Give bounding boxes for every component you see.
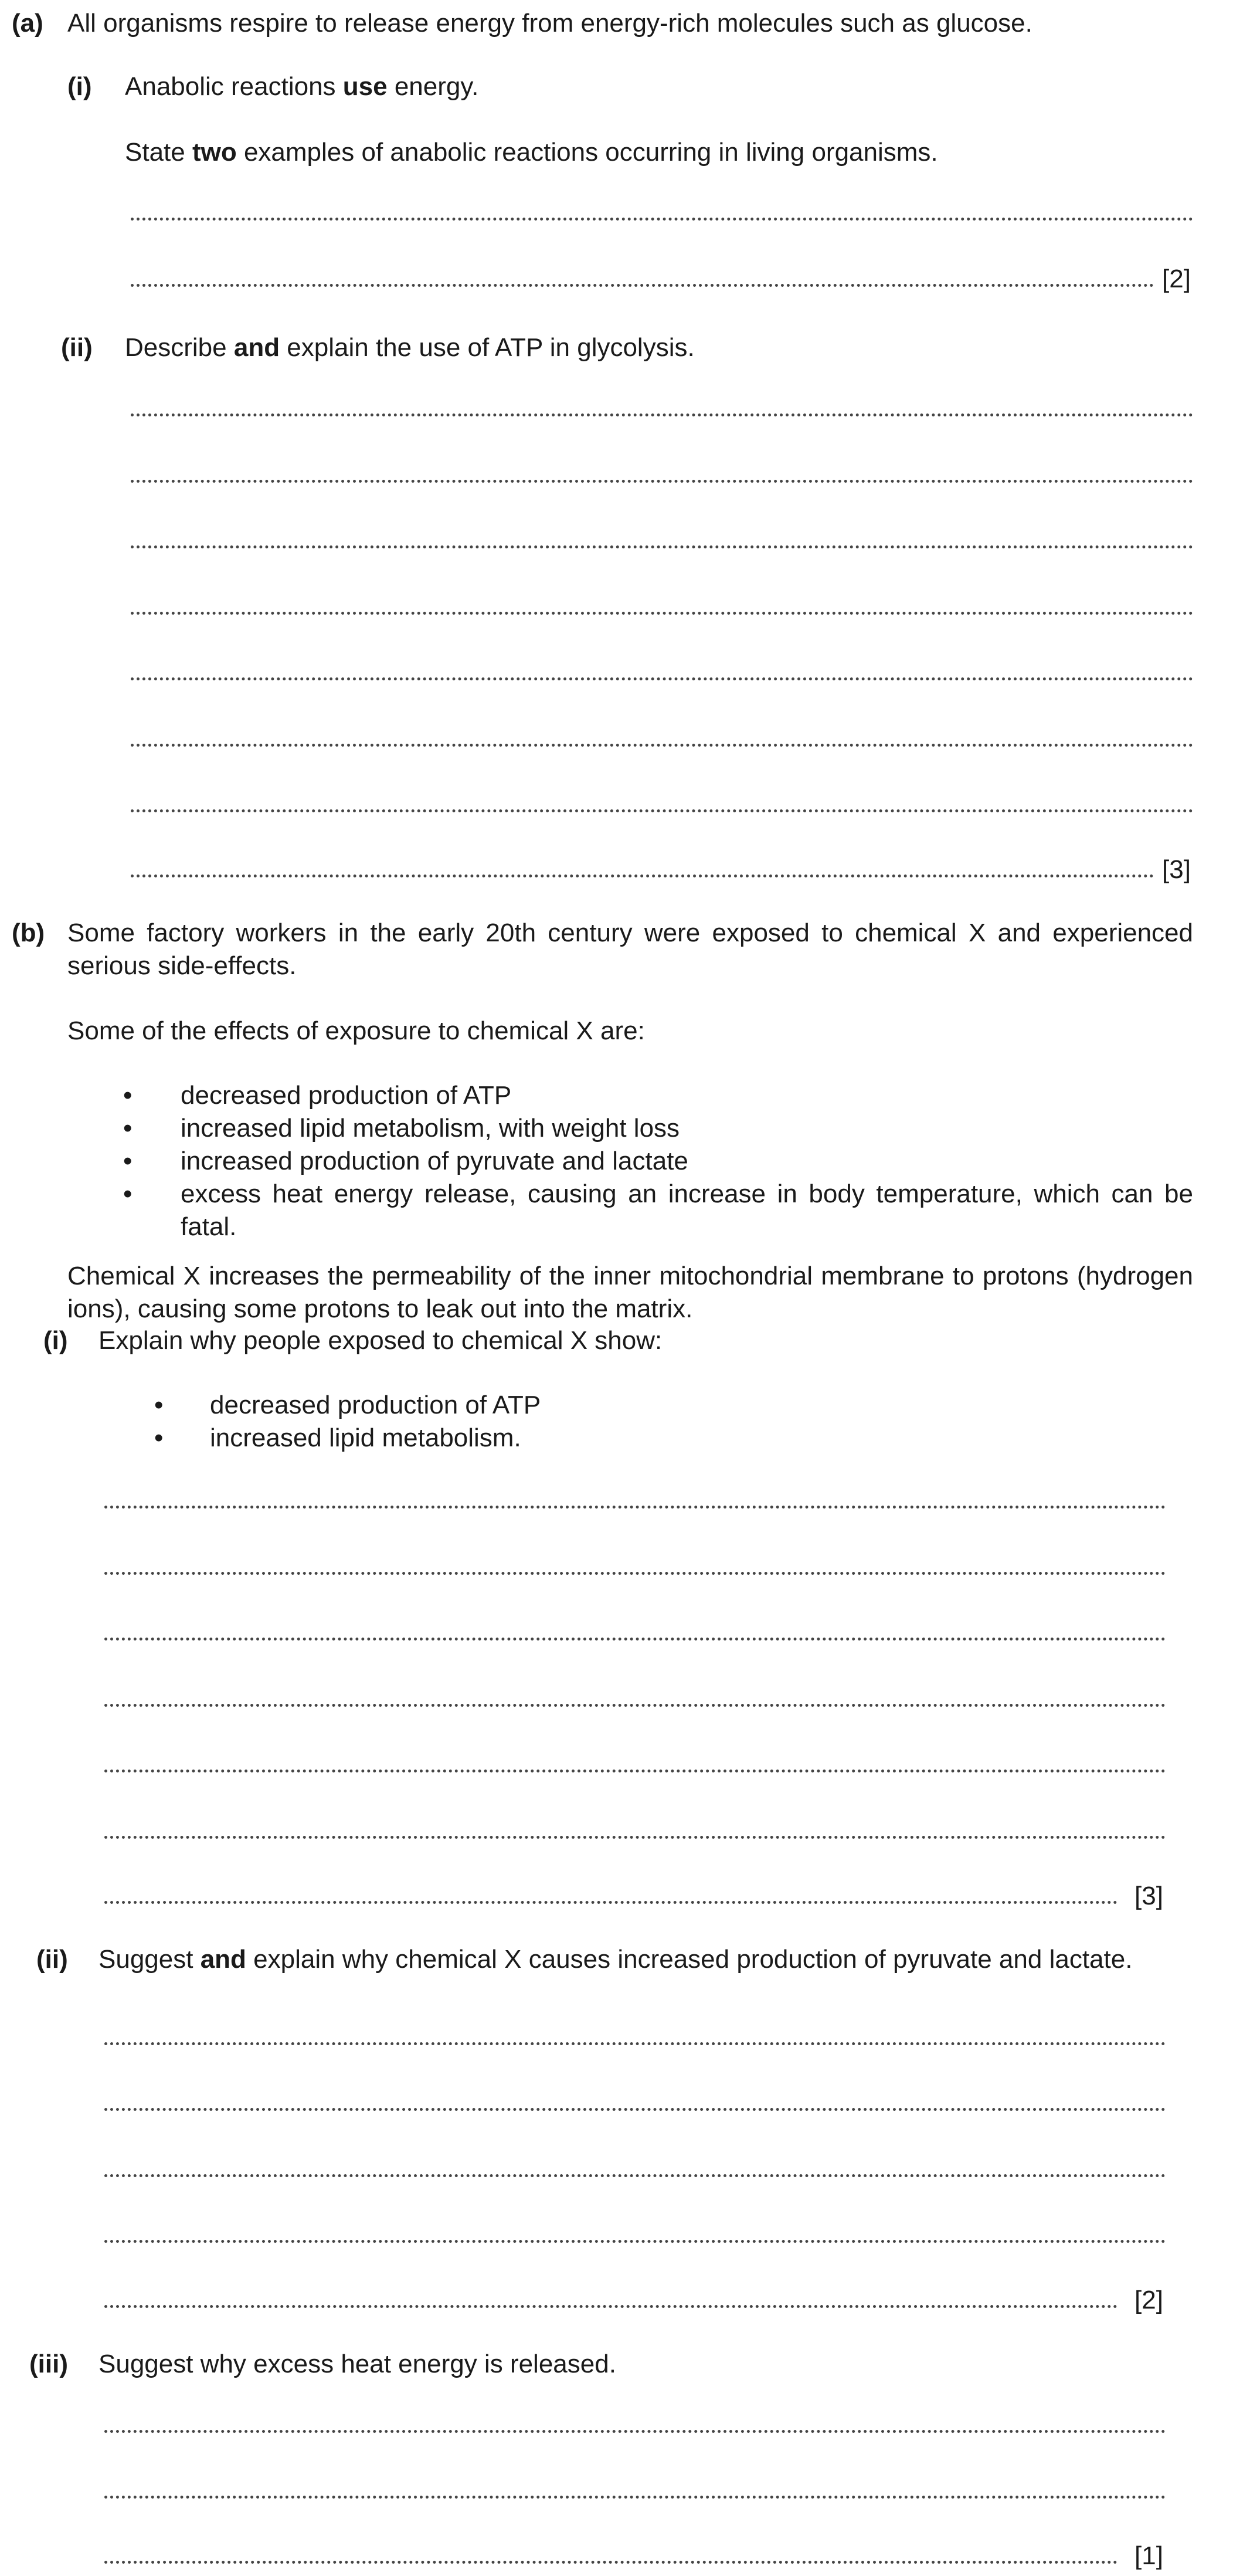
answer-line[interactable] (131, 677, 1193, 680)
part-b-ii-question: Suggest and explain why chemical X causes increased production of pyruvate and lactate. (98, 1945, 1133, 1974)
part-b-label: (b) (12, 918, 45, 947)
effect-item: excess heat energy release, causing an increase in body temperature, which can be fatal. (181, 1179, 1193, 1241)
part-b-i-label: (i) (43, 1326, 68, 1355)
answer-line[interactable] (104, 2561, 1117, 2564)
bullet-icon: • (123, 1179, 133, 1208)
answer-line[interactable] (104, 2108, 1166, 2111)
answer-line[interactable] (104, 2174, 1166, 2177)
answer-line[interactable] (104, 2496, 1166, 2499)
answer-line[interactable] (104, 1770, 1166, 1772)
answer-line[interactable] (104, 1836, 1166, 1839)
answer-line[interactable] (131, 744, 1193, 747)
bullet-icon: • (123, 1081, 133, 1110)
part-a-i-label: (i) (67, 72, 92, 101)
answer-line[interactable] (104, 2240, 1166, 2243)
bullet-icon: • (154, 1423, 164, 1452)
answer-line[interactable] (104, 1506, 1166, 1509)
answer-line[interactable] (131, 480, 1193, 483)
part-a-i-line1: Anabolic reactions use energy. (125, 72, 479, 101)
part-b-i-bullet: decreased production of ATP (210, 1391, 541, 1419)
answer-line[interactable] (131, 284, 1154, 287)
marks-badge: [2] (1135, 2286, 1163, 2314)
effects-lead: Some of the effects of exposure to chemical X are: (67, 1016, 645, 1045)
marks-badge: [3] (1162, 855, 1191, 884)
answer-line[interactable] (131, 413, 1193, 416)
permeability-statement: Chemical X increases the permeability of the inner mitochondrial membrane to protons (hydrogen ions), causing some protons to leak out into the matrix. (67, 1262, 1193, 1323)
answer-line[interactable] (104, 1901, 1117, 1904)
part-b-iii-question: Suggest why excess heat energy is released. (98, 2350, 616, 2378)
answer-line[interactable] (131, 218, 1193, 221)
part-a-stem: All organisms respire to release energy from energy-rich molecules such as glucose. (67, 9, 1032, 38)
part-a-ii-question: Describe and explain the use of ATP in glycolysis. (125, 333, 695, 362)
answer-line[interactable] (131, 809, 1193, 812)
answer-line[interactable] (104, 2430, 1166, 2433)
answer-line[interactable] (131, 612, 1193, 615)
answer-line[interactable] (104, 2305, 1117, 2308)
part-a-label: (a) (12, 9, 43, 38)
marks-badge: [3] (1135, 1882, 1163, 1910)
part-b-i-bullet: increased lipid metabolism. (210, 1423, 521, 1452)
part-b-intro: Some factory workers in the early 20th century were exposed to chemical X and experienced serious side-effects. (67, 918, 1193, 980)
part-b-iii-label: (iii) (29, 2350, 68, 2378)
marks-badge: [1] (1135, 2541, 1163, 2570)
answer-line[interactable] (104, 1704, 1166, 1707)
bullet-icon: • (123, 1114, 133, 1143)
part-b-i-question: Explain why people exposed to chemical X show: (98, 1326, 663, 1355)
effect-item: increased lipid metabolism, with weight loss (181, 1114, 680, 1143)
part-a-i-question: State two examples of anabolic reactions occurring in living organisms. (125, 138, 938, 167)
effect-item: increased production of pyruvate and lactate (181, 1147, 688, 1175)
answer-line[interactable] (104, 1638, 1166, 1640)
effect-item: decreased production of ATP (181, 1081, 512, 1110)
answer-line[interactable] (104, 2042, 1166, 2045)
part-b-ii-label: (ii) (36, 1945, 68, 1974)
answer-line[interactable] (131, 545, 1193, 548)
bullet-icon: • (154, 1391, 164, 1419)
part-a-ii-label: (ii) (61, 333, 93, 362)
answer-line[interactable] (104, 1572, 1166, 1575)
bullet-icon: • (123, 1147, 133, 1175)
marks-badge: [2] (1162, 265, 1191, 293)
answer-line[interactable] (131, 875, 1154, 877)
